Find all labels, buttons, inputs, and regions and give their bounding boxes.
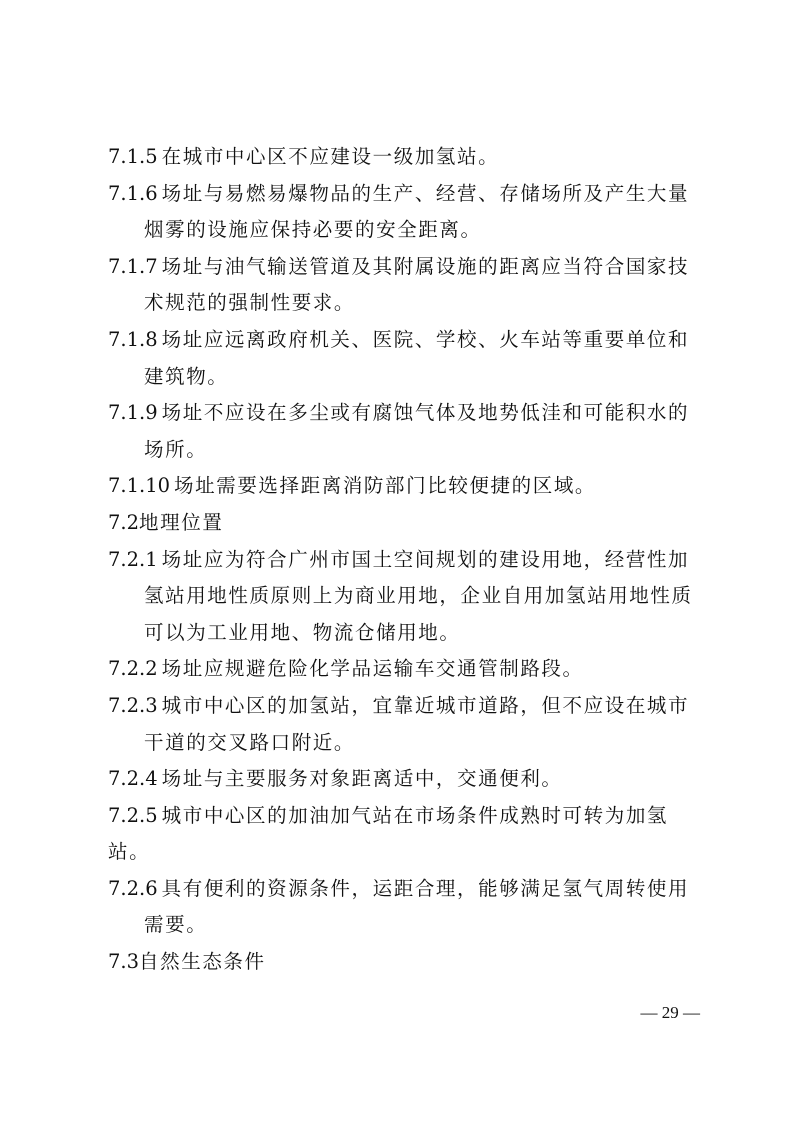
- clause-number: 7.2.2: [108, 657, 158, 681]
- page-number: — 29 —: [640, 1003, 700, 1022]
- clause-number: 7.2.5: [108, 803, 158, 827]
- clause-text: 场址与主要服务对象距离适中，交通便利。: [161, 767, 563, 791]
- clause: [108, 651, 696, 688]
- clause: [108, 139, 696, 176]
- section-title: 地理位置: [139, 510, 224, 534]
- clause-text: 具有便利的资源条件，运距合理，能够满足氢气周转使用: [161, 876, 690, 900]
- clause: [108, 176, 696, 249]
- clause-text: 场址与易燃易爆物品的生产、经营、存储场所及产生大量: [161, 181, 690, 205]
- clause-text: 场址与油气输送管道及其附属设施的距离应当符合国家技: [161, 254, 690, 278]
- clause-continuation: 可以为工业用地、物流仓储用地。: [144, 620, 461, 644]
- clause-continuation: 烟雾的设施应保持必要的安全距离。: [144, 218, 482, 242]
- clause-number: 7.2.4: [108, 767, 158, 791]
- clause-number: 7.1.7: [108, 254, 158, 278]
- clause-continuation: 需要。: [144, 913, 208, 937]
- clause-number: 7.1.8: [108, 327, 158, 351]
- clause-number: 7.2.3: [108, 693, 158, 717]
- clause-text: 场址应远离政府机关、医院、学校、火车站等重要单位和: [161, 327, 690, 351]
- clause-text: 城市中心区的加氢站，宜靠近城市道路，但不应设在城市: [161, 693, 690, 717]
- document-body: [108, 139, 696, 981]
- clause: [108, 249, 696, 322]
- clause-text: 场址应为符合广州市国土空间规划的建设用地，经营性加: [161, 547, 690, 571]
- clause-number: 7.2.1: [108, 547, 158, 571]
- clause: [108, 761, 696, 798]
- clause-number: 7.1.6: [108, 181, 158, 205]
- clause-text: 场址不应设在多尘或有腐蚀气体及地势低洼和可能积水的: [161, 401, 690, 425]
- clause-continuation: 场所。: [144, 437, 208, 461]
- clause-continuation: 氢站用地性质原则上为商业用地，企业自用加氢站用地性质: [144, 584, 693, 608]
- clause: [108, 688, 696, 761]
- clause: [108, 468, 696, 505]
- clause: [108, 322, 696, 395]
- clause: [108, 542, 696, 652]
- clause-text: 场址需要选择距离消防部门比较便捷的区域。: [174, 474, 597, 498]
- section-title: 自然生态条件: [139, 950, 266, 974]
- clause: [108, 395, 696, 468]
- section-number: 7.3: [108, 950, 140, 974]
- clause-number: 7.1.10: [108, 474, 171, 498]
- section-heading: [108, 944, 696, 981]
- section-number: 7.2: [108, 510, 140, 534]
- clause-text: 场址应规避危险化学品运输车交通管制路段。: [161, 657, 584, 681]
- clause-number: 7.1.9: [108, 401, 158, 425]
- clause-continuation: 干道的交叉路口附近。: [144, 730, 356, 754]
- clause-number: 7.2.6: [108, 876, 158, 900]
- section-heading: [108, 505, 696, 542]
- clause: [108, 798, 696, 871]
- clause-number: 7.1.5: [108, 145, 158, 168]
- clause-text: 城市中心区的加油加气站在市场条件成熟时可转为加氢站。: [108, 803, 669, 864]
- clause-continuation: 术规范的强制性要求。: [144, 291, 356, 315]
- clause-text: 在城市中心区不应建设一级加氢站。: [161, 145, 500, 168]
- clause-continuation: 建筑物。: [144, 364, 229, 388]
- clause: [108, 871, 696, 944]
